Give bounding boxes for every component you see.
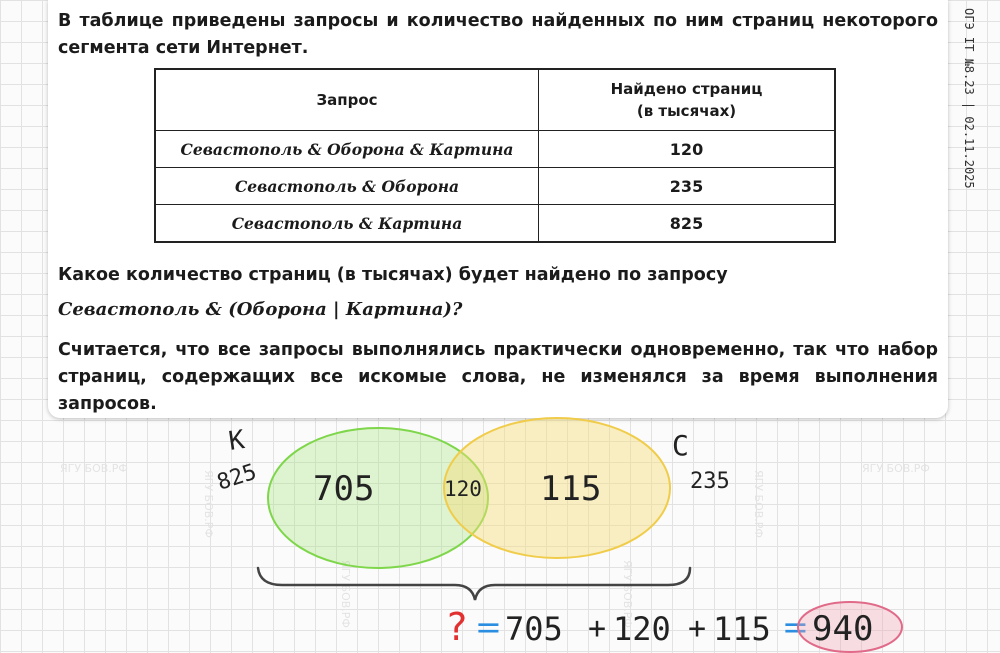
query-cell: Севастополь & Оборона & Картина	[155, 131, 539, 168]
column-header-found-line1: Найдено страниц	[610, 80, 763, 98]
watermark: ЯГУ БОВ.РФ	[621, 560, 634, 628]
result-value: 940	[812, 609, 874, 649]
equals-sign: =	[475, 608, 502, 646]
equation-term: 705	[505, 610, 563, 648]
task-intro: В таблице приведены запросы и количество найденных по ним страниц некоторого сегмента сети Интернет.	[58, 11, 938, 58]
set-c-letter: С	[672, 429, 689, 462]
query-cell: Севастополь & Картина	[155, 205, 539, 243]
region-intersection: 120	[444, 477, 482, 501]
watermark: ЯГУ БОВ.РФ	[752, 470, 765, 538]
equation-term: 115	[713, 610, 771, 648]
equals-sign: =	[782, 608, 809, 646]
region-c-only: 115	[540, 469, 602, 509]
set-c-total: 235	[690, 469, 730, 494]
task-question: Какое количество страниц (в тысячах) будет найдено по запросу	[58, 265, 728, 285]
query-expression: Севастополь & (Оборона | Картина)?	[58, 299, 463, 320]
watermark: ЯГУ БОВ.РФ	[202, 470, 215, 538]
region-k-only: 705	[313, 469, 375, 509]
watermark: ЯГУ БОВ.РФ	[339, 560, 352, 628]
set-k-total: 825	[214, 459, 260, 496]
count-cell: 235	[539, 168, 836, 205]
task-id-label: ОГЭ IT №8.23 | 02.11.2025	[962, 8, 976, 189]
column-header-found-line2: (в тысячах)	[636, 102, 737, 120]
count-cell: 120	[539, 131, 836, 168]
watermark: ЯГУ БОВ.РФ	[60, 462, 128, 475]
watermark: ЯГУ БОВ.РФ	[862, 462, 930, 475]
query-cell: Севастополь & Оборона	[155, 168, 539, 205]
curly-brace	[258, 568, 690, 600]
question-mark: ?	[447, 605, 468, 649]
equation-operator: +	[688, 611, 707, 646]
equation-operator: +	[588, 611, 607, 646]
count-cell: 825	[539, 205, 836, 243]
equation-term: 120	[613, 610, 671, 648]
set-k-letter: К	[226, 425, 247, 457]
column-header-query: Запрос	[155, 69, 539, 131]
task-note: Считается, что все запросы выполнялись практически одновременно, так что набор страниц, содержащих все искомые слова, не изменялся за время выполнения запросов.	[58, 340, 938, 414]
